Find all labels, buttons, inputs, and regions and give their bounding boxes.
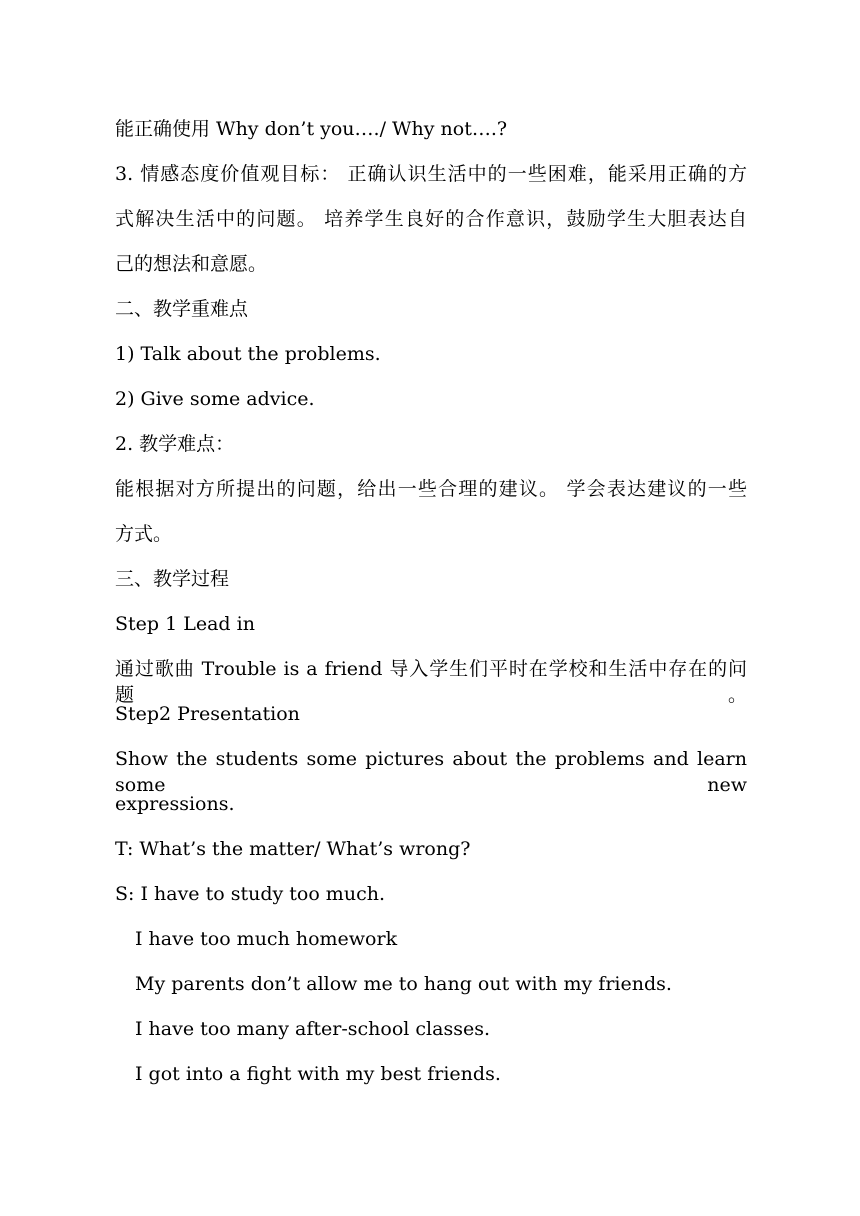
text-line: 式解决生活中的问题。 培养学生良好的合作意识，鼓励学生大胆表达自 — [115, 208, 747, 230]
dialogue-line: T: What’s the matter/ What’s wrong? — [115, 838, 471, 860]
text-line: 能根据对方所提出的问题，给出一些合理的建议。 学会表达建议的一些 — [115, 478, 747, 500]
section-heading: 三、教学过程 — [115, 568, 230, 590]
step-heading: Step2 Presentation — [115, 703, 300, 725]
text-line: 3. 情感态度价值观目标： 正确认识生活中的一些困难，能采用正确的方 — [115, 163, 747, 185]
dialogue-line: My parents don’t allow me to hang out with my friends. — [135, 973, 672, 995]
dialogue-line: S: I have to study too much. — [115, 883, 385, 905]
list-item: 2) Give some advice. — [115, 388, 315, 410]
dialogue-line: I have too many after-school classes. — [135, 1018, 490, 1040]
text-line: 己的想法和意愿。 — [115, 253, 268, 275]
text-line: 通过歌曲 Trouble is a friend 导入学生们平时在学校和生活中存在的问题。 — [115, 658, 747, 706]
dialogue-line: I have too much homework — [135, 928, 398, 950]
text-line: 能正确使用 Why don’t you…./ Why not….? — [115, 118, 508, 140]
dialogue-line: I got into a fight with my best friends. — [135, 1063, 501, 1085]
list-item: 1) Talk about the problems. — [115, 343, 381, 365]
text-line: expressions. — [115, 793, 235, 815]
text-line: Show the students some pictures about the problems and learn some new — [115, 748, 747, 796]
step-heading: Step 1 Lead in — [115, 613, 255, 635]
section-heading: 二、教学重难点 — [115, 298, 249, 320]
text-line: 方式。 — [115, 523, 173, 545]
subheading: 2. 教学难点： — [115, 433, 235, 455]
